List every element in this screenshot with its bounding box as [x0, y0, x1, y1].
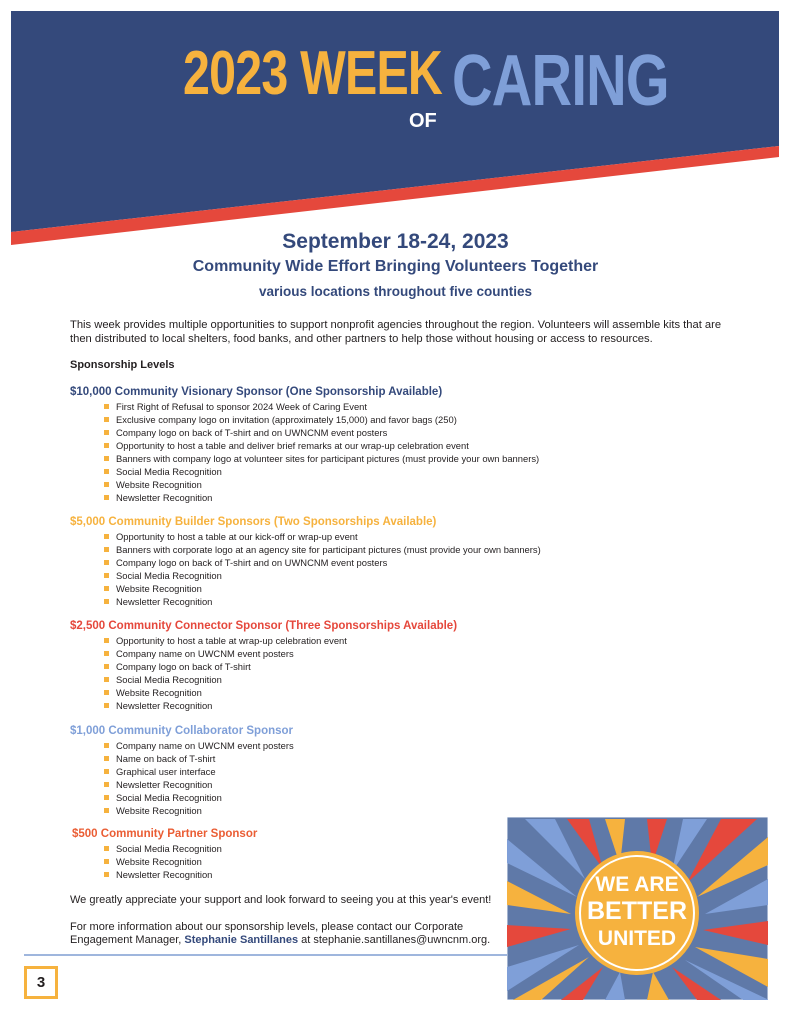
- tier-builder: [70, 515, 710, 608]
- benefit-list: [104, 634, 710, 712]
- tier-visionary: [70, 385, 710, 504]
- tier-connector: [70, 619, 710, 712]
- sponsorship-levels-heading: Sponsorship Levels: [70, 359, 175, 371]
- benefit-item: Banners with corporate logo at an agency site for participant pictures (must provide your own banners): [104, 543, 710, 556]
- benefit-item: Graphical user interface: [104, 765, 710, 778]
- event-tagline: Community Wide Effort Bringing Volunteers Together: [192, 258, 599, 275]
- page-title: [0, 30, 791, 150]
- closing-text: We greatly appreciate your support and look forward to seeing you at this year's event!: [70, 894, 492, 906]
- benefit-item: Newsletter Recognition: [104, 868, 712, 881]
- benefit-list: [104, 400, 710, 504]
- better-united-badge: [507, 817, 768, 1000]
- benefit-item: Company logo on back of T-shirt and on UWNCNM event posters: [104, 426, 710, 439]
- benefit-item: Company logo on back of T-shirt and on UWNCNM event posters: [104, 556, 710, 569]
- event-date: September 18-24, 2023: [282, 230, 509, 253]
- badge-line1: WE ARE: [595, 873, 679, 896]
- benefit-item: Opportunity to host a table and deliver brief remarks at our wrap-up celebration event: [104, 439, 710, 452]
- benefit-item: Social Media Recognition: [104, 791, 710, 804]
- tier-heading: $5,000 Community Builder Sponsors (Two Sponsorships Available): [70, 516, 437, 528]
- contact-lead: For more information about our sponsorship levels, please contact our Corporate Engagement Manager,: [70, 921, 464, 946]
- tier-heading: $1,000 Community Collaborator Sponsor: [70, 725, 294, 737]
- benefit-item: Website Recognition: [104, 804, 710, 817]
- intro-paragraph: This week provides multiple opportunities to support nonprofit agencies throughout the region. Volunteers will assemble kits that are then distributed to local shelters, food banks, and other partners to help those without housing or access to resources.: [70, 319, 722, 345]
- benefit-item: Newsletter Recognition: [104, 778, 710, 791]
- benefit-item: Social Media Recognition: [104, 569, 710, 582]
- footer-divider: [24, 954, 508, 956]
- benefit-item: Company logo on back of T-shirt: [104, 660, 710, 673]
- benefit-item: Banners with company logo at volunteer sites for participant pictures (must provide your own banners): [104, 452, 710, 465]
- benefit-item: Social Media Recognition: [104, 673, 710, 686]
- contact-text: [70, 921, 510, 947]
- benefit-item: Newsletter Recognition: [104, 595, 710, 608]
- benefit-item: Exclusive company logo on invitation (approximately 15,000) and favor bags (250): [104, 413, 710, 426]
- benefit-item: Social Media Recognition: [104, 842, 712, 855]
- benefit-item: First Right of Refusal to sponsor 2024 Week of Caring Event: [104, 400, 710, 413]
- badge-line3: UNITED: [597, 927, 677, 950]
- event-locations: various locations throughout five counties: [258, 284, 533, 299]
- benefit-item: Website Recognition: [104, 478, 710, 491]
- tier-heading: $500 Community Partner Sponsor: [72, 828, 258, 840]
- benefit-item: Website Recognition: [104, 582, 710, 595]
- benefit-list: [104, 739, 710, 817]
- title-of: OF: [409, 110, 437, 132]
- benefit-item: Newsletter Recognition: [104, 699, 710, 712]
- benefit-item: Company name on UWCNM event posters: [104, 647, 710, 660]
- benefit-item: Company name on UWCNM event posters: [104, 739, 710, 752]
- title-caring: CARING: [452, 41, 669, 121]
- benefit-item: Website Recognition: [104, 686, 710, 699]
- contact-name: Stephanie Santillanes: [184, 934, 299, 946]
- benefit-item: Opportunity to host a table at our kick-off or wrap-up event: [104, 530, 710, 543]
- benefit-item: Social Media Recognition: [104, 465, 710, 478]
- benefit-item: Website Recognition: [104, 855, 712, 868]
- benefit-list: [104, 530, 710, 608]
- contact-email: at stephanie.santillanes@uwncnm.org.: [298, 934, 491, 946]
- badge-line2: BETTER: [587, 897, 687, 925]
- page-number: 3: [24, 966, 58, 999]
- title-year-week: 2023 WEEK: [183, 39, 443, 108]
- tier-heading: $10,000 Community Visionary Sponsor (One Sponsorship Available): [70, 386, 443, 398]
- tier-heading: $2,500 Community Connector Sponsor (Three Sponsorships Available): [70, 620, 458, 632]
- benefit-item: Newsletter Recognition: [104, 491, 710, 504]
- tier-collaborator: [70, 724, 710, 817]
- benefit-item: Name on back of T-shirt: [104, 752, 710, 765]
- benefit-item: Opportunity to host a table at wrap-up celebration event: [104, 634, 710, 647]
